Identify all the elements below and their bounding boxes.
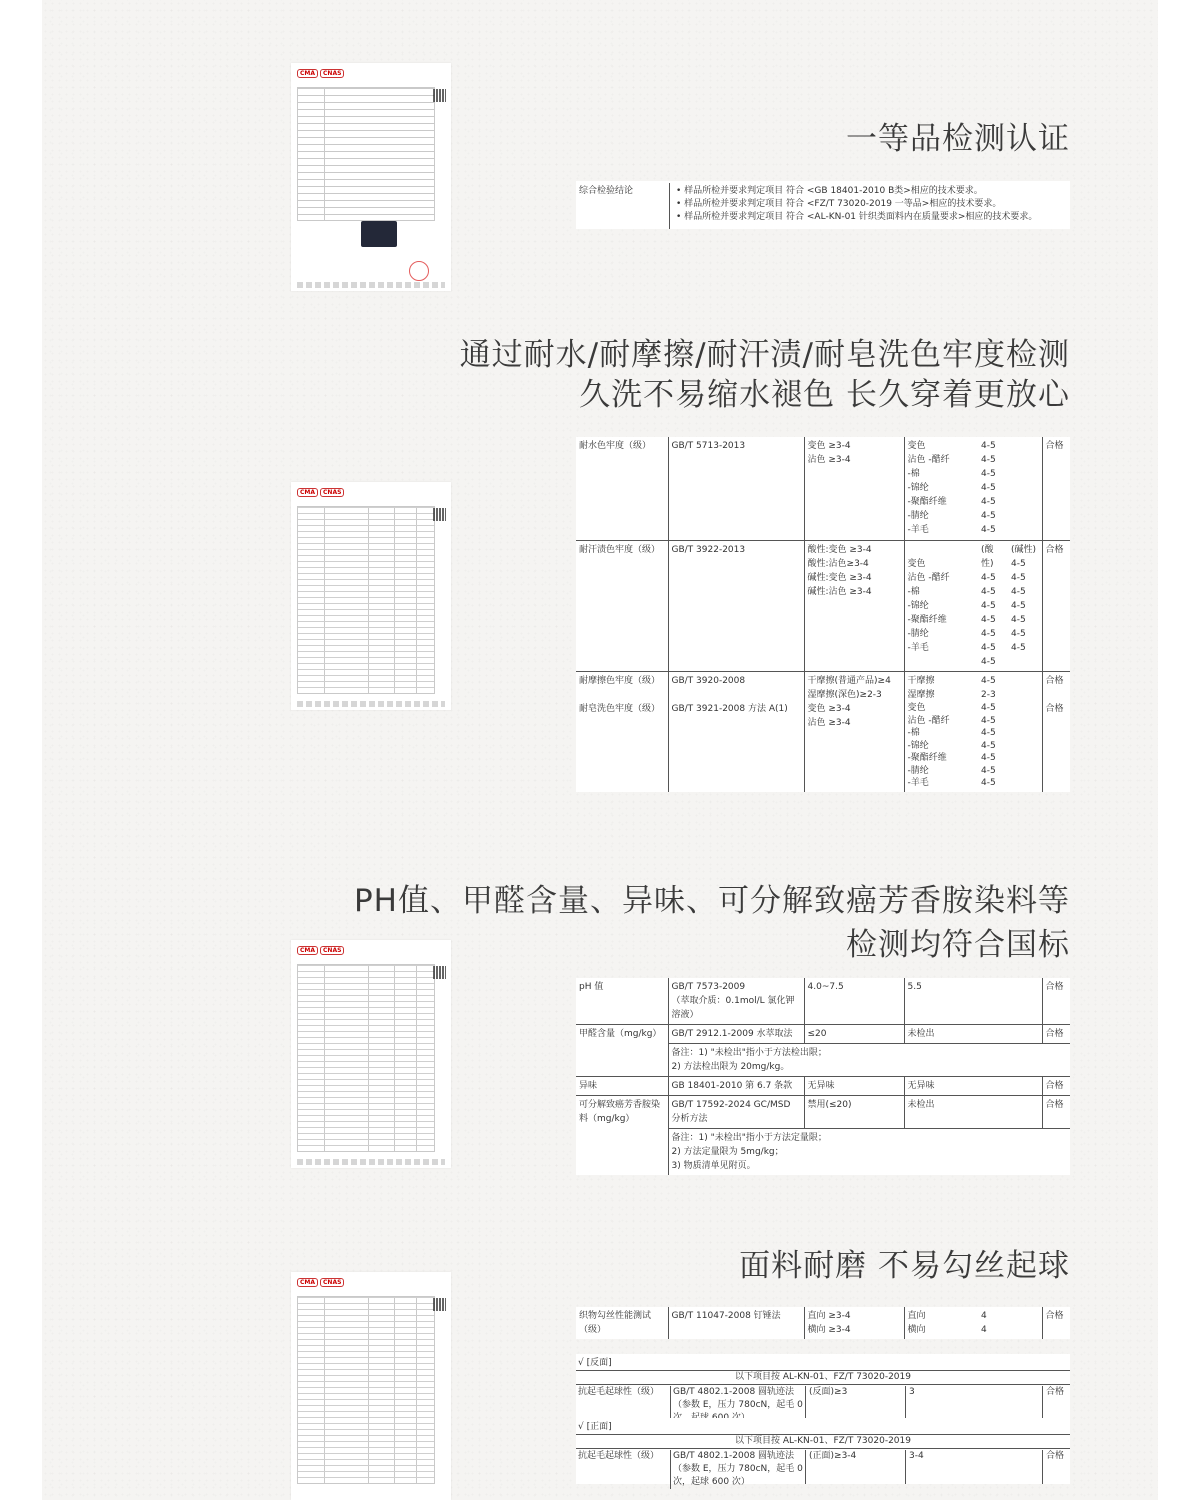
cell-result: 合格 xyxy=(1042,1450,1072,1484)
cell-requirement: 变色 ≥3-4 沾色 ≥3-4 xyxy=(804,700,904,792)
certificate-thumbnail-4 xyxy=(291,1272,451,1500)
cell-empty xyxy=(576,1129,668,1176)
cell-result: 合格 xyxy=(1042,1386,1072,1418)
cell-result: 合格 xyxy=(1042,700,1070,792)
standard-banner: 以下项目按 AL-KN-01、FZ/T 73020-2019 xyxy=(576,1370,1070,1385)
cell-note: 备注：1) "未检出"指小于方法定量限； 2) 方法定量限为 5mg/kg； 3) 物质清单见附页。 xyxy=(668,1129,1070,1176)
section-3-heading xyxy=(354,879,1070,967)
cell-subitem: 干摩擦 湿摩擦 xyxy=(904,671,978,704)
cert-logos: CMA CNAS xyxy=(297,69,346,78)
cell-value: 4-5 2-3 xyxy=(978,671,1008,704)
verdict-items xyxy=(676,185,1037,224)
cell-item: 抗起毛起球性（级） xyxy=(578,1451,660,1461)
seal-stamp-icon xyxy=(409,261,429,281)
cell-result: 合格 xyxy=(1042,1096,1070,1129)
table-row xyxy=(576,1129,1070,1176)
cell-value: 3-4 xyxy=(905,1450,1043,1484)
cell-item: 抗起毛起球性（级） xyxy=(578,1387,660,1397)
cell-method: GB/T 4802.1-2008 圆轨迹法 （参数 E，压力 780cN，起毛 0 次，起球 600 次） xyxy=(670,1450,805,1489)
cell-value: 无异味 xyxy=(904,1077,1042,1096)
heading-line: 久洗不易缩水褪色 长久穿着更放心 xyxy=(579,377,1070,413)
divider xyxy=(669,183,670,229)
cell-requirement: 变色 ≥3-4 沾色 ≥3-4 xyxy=(804,437,904,540)
table-row xyxy=(576,1044,1070,1077)
table-row xyxy=(576,700,1070,792)
heading-line: 面料耐磨 不易勾丝起球 xyxy=(739,1248,1070,1284)
cell-value: 4 4 xyxy=(981,1311,987,1335)
cert-footer xyxy=(297,282,445,288)
cell-value-2 xyxy=(1008,437,1042,540)
cell-item: 耐摩擦色牢度（级） xyxy=(576,671,668,704)
table-row xyxy=(576,540,1070,671)
cell-item: 甲醛含量（mg/kg） xyxy=(576,1025,668,1044)
table-row xyxy=(576,978,1070,1025)
cert-grid xyxy=(297,964,435,1152)
table-row xyxy=(576,1025,1070,1044)
qr-code-icon xyxy=(433,966,446,979)
cell-method: GB/T 17592-2024 GC/MSD 分析方法 xyxy=(668,1096,804,1129)
qr-code-icon xyxy=(433,89,446,102)
certificate-thumbnail-1 xyxy=(291,63,451,291)
cell-value: 3 xyxy=(905,1386,1043,1418)
cell-item: 耐水色牢度（级） xyxy=(579,441,652,451)
heading-line: 一等品检测认证 xyxy=(846,121,1070,157)
cell-requirement: (反面)≥3 xyxy=(805,1386,905,1418)
side-label: √ [反面] xyxy=(578,1358,612,1368)
chemical-safety-table xyxy=(576,978,1070,1175)
fabric-swatch xyxy=(361,221,397,247)
snag-table xyxy=(576,1307,1070,1339)
cell-method: GB/T 5713-2013 xyxy=(668,437,804,540)
cell-requirement: 干摩擦(普通产品)≥4 湿摩擦(深色)≥2-3 xyxy=(804,671,904,704)
cert-logos: CMA CNAS xyxy=(297,1278,346,1287)
soap-wash-table xyxy=(576,700,1070,792)
cell-method: GB/T 11047-2008 钉锤法 xyxy=(668,1307,804,1339)
verdict-item: • 样品所检并要求判定项目 符合 <GB 18401-2010 B类>相应的技术要求。 xyxy=(676,186,983,196)
table-row xyxy=(576,1096,1070,1129)
cell-method: GB/T 3921-2008 方法 A(1) xyxy=(668,700,804,792)
pilling-block-back xyxy=(576,1354,1070,1418)
certificate-thumbnail-3 xyxy=(291,940,451,1168)
table-row xyxy=(576,1307,1070,1339)
cert-grid xyxy=(297,87,435,221)
qr-code-icon xyxy=(433,508,446,521)
table-row xyxy=(576,671,1070,704)
cell-value-2: (碱性) 4-5 4-5 4-5 4-5 4-5 4-5 4-5 xyxy=(1008,540,1042,671)
cert-logos: CMA CNAS xyxy=(297,488,346,497)
cell-note: 备注：1) "未检出"指小于方法检出限； 2) 方法检出限为 20mg/kg。 xyxy=(668,1044,1070,1077)
cell-method: GB/T 3920-2008 xyxy=(668,671,804,704)
cell-method: GB/T 7573-2009 （萃取介质：0.1mol/L 氯化钾溶液） xyxy=(668,978,804,1025)
cell-value-2 xyxy=(1008,671,1042,704)
cert-footer xyxy=(297,1159,445,1165)
cell-requirement: ≤20 xyxy=(804,1025,904,1044)
cell-value: 4-5 4-5 4-5 4-5 4-5 4-5 4-5 xyxy=(981,441,996,535)
cell-result: 合格 xyxy=(1042,1307,1070,1339)
cell-method: GB 18401-2010 第 6.7 条款 xyxy=(668,1077,804,1096)
cell-method: GB/T 4802.1-2008 圆轨迹法 （参数 E，压力 780cN，起毛 0 xyxy=(670,1386,805,1425)
standard-banner: 以下项目按 AL-KN-01、FZ/T 73020-2019 xyxy=(576,1434,1070,1449)
verdict-label: 综合检验结论 xyxy=(579,186,634,196)
cell-result: 合格 xyxy=(1042,1025,1070,1044)
cell-item: 织物勾丝性能测试（级） xyxy=(579,1311,652,1335)
cell-result: 合格 xyxy=(1042,540,1070,671)
cell-empty xyxy=(576,1044,668,1077)
cell-subitem: 变色 沾色 -醋纤 -棉 -锦纶 -聚酯纤维 -腈纶 -羊毛 xyxy=(904,700,978,792)
heading-line: 检测均符合国标 xyxy=(846,927,1070,963)
cell-requirement: 禁用(≤20) xyxy=(804,1096,904,1129)
cell-item: 耐皂洗色牢度（级） xyxy=(579,704,661,714)
verdict-item: • 样品所检并要求判定项目 符合 <AL-KN-01 针织类面料内在质量要求>相应的技术要求。 xyxy=(676,212,1038,222)
cell-subitem: 直向 横向 xyxy=(904,1307,978,1339)
section-4-heading xyxy=(739,1246,1070,1286)
cell-subitem: 变色 沾色 -醋纤 -棉 -锦纶 -聚酯纤维 -腈纶 -羊毛 xyxy=(904,437,978,540)
pilling-block-front xyxy=(576,1418,1070,1487)
cell-value: 未检出 xyxy=(904,1096,1042,1129)
table-row xyxy=(576,437,1070,540)
verdict-item: • 样品所检并要求判定项目 符合 <FZ/T 73020-2019 一等品>相应的技术要求。 xyxy=(676,199,1002,209)
cell-requirement: 4.0~7.5 xyxy=(804,978,904,1025)
side-label: √ [正面] xyxy=(578,1422,612,1432)
certificate-thumbnail-2 xyxy=(291,482,451,710)
verdict-table xyxy=(576,181,1070,229)
cell-method: GB/T 2912.1-2009 水萃取法 xyxy=(668,1025,804,1044)
section-1-heading xyxy=(846,119,1070,159)
cell-result: 合格 xyxy=(1042,1077,1070,1096)
heading-line: 通过耐水/耐摩擦/耐汗渍/耐皂洗色牢度检测 xyxy=(459,337,1070,373)
cell-result: 合格 xyxy=(1042,437,1070,540)
cell-item: 可分解致癌芳香胺染料（mg/kg） xyxy=(576,1096,668,1129)
cert-footer xyxy=(297,701,445,707)
cell-requirement: 酸性:变色 ≥3-4 酸性:沾色≥3-4 碱性:变色 ≥3-4 碱性:沾色 ≥3-4 xyxy=(804,540,904,671)
cell-item: 耐汗渍色牢度（级） xyxy=(576,540,668,671)
cell-value: 5.5 xyxy=(904,978,1042,1025)
cell-subitem: 变色 沾色 -醋纤 -棉 -锦纶 -聚酯纤维 -腈纶 -羊毛 xyxy=(904,540,978,671)
cell-item: pH 值 xyxy=(579,982,604,992)
cell-result: 合格 xyxy=(1042,978,1070,1025)
cell-value: 未检出 xyxy=(904,1025,1042,1044)
cell-requirement: (正面)≥3-4 xyxy=(805,1450,905,1484)
cert-grid xyxy=(297,1296,435,1484)
cell-value: 4-5 4-5 4-5 4-5 4-5 4-5 4-5 xyxy=(981,703,996,788)
cell-value: (酸性) 4-5 4-5 4-5 4-5 4-5 4-5 4-5 xyxy=(978,540,1008,671)
heading-line: PH值、甲醛含量、异味、可分解致癌芳香胺染料等 xyxy=(353,883,1070,919)
colorfastness-table xyxy=(576,437,1070,704)
cert-grid xyxy=(297,506,435,694)
cell-item: 异味 xyxy=(576,1077,668,1096)
cell-requirement: 无异味 xyxy=(804,1077,904,1096)
cell-result: 合格 xyxy=(1042,671,1070,704)
cert-logos: CMA CNAS xyxy=(297,946,346,955)
section-2-heading xyxy=(460,335,1070,415)
cell-method: GB/T 3922-2013 xyxy=(668,540,804,671)
table-row xyxy=(576,1077,1070,1096)
qr-code-icon xyxy=(433,1298,446,1311)
cell-requirement: 直向 ≥3-4 横向 ≥3-4 xyxy=(804,1307,904,1339)
